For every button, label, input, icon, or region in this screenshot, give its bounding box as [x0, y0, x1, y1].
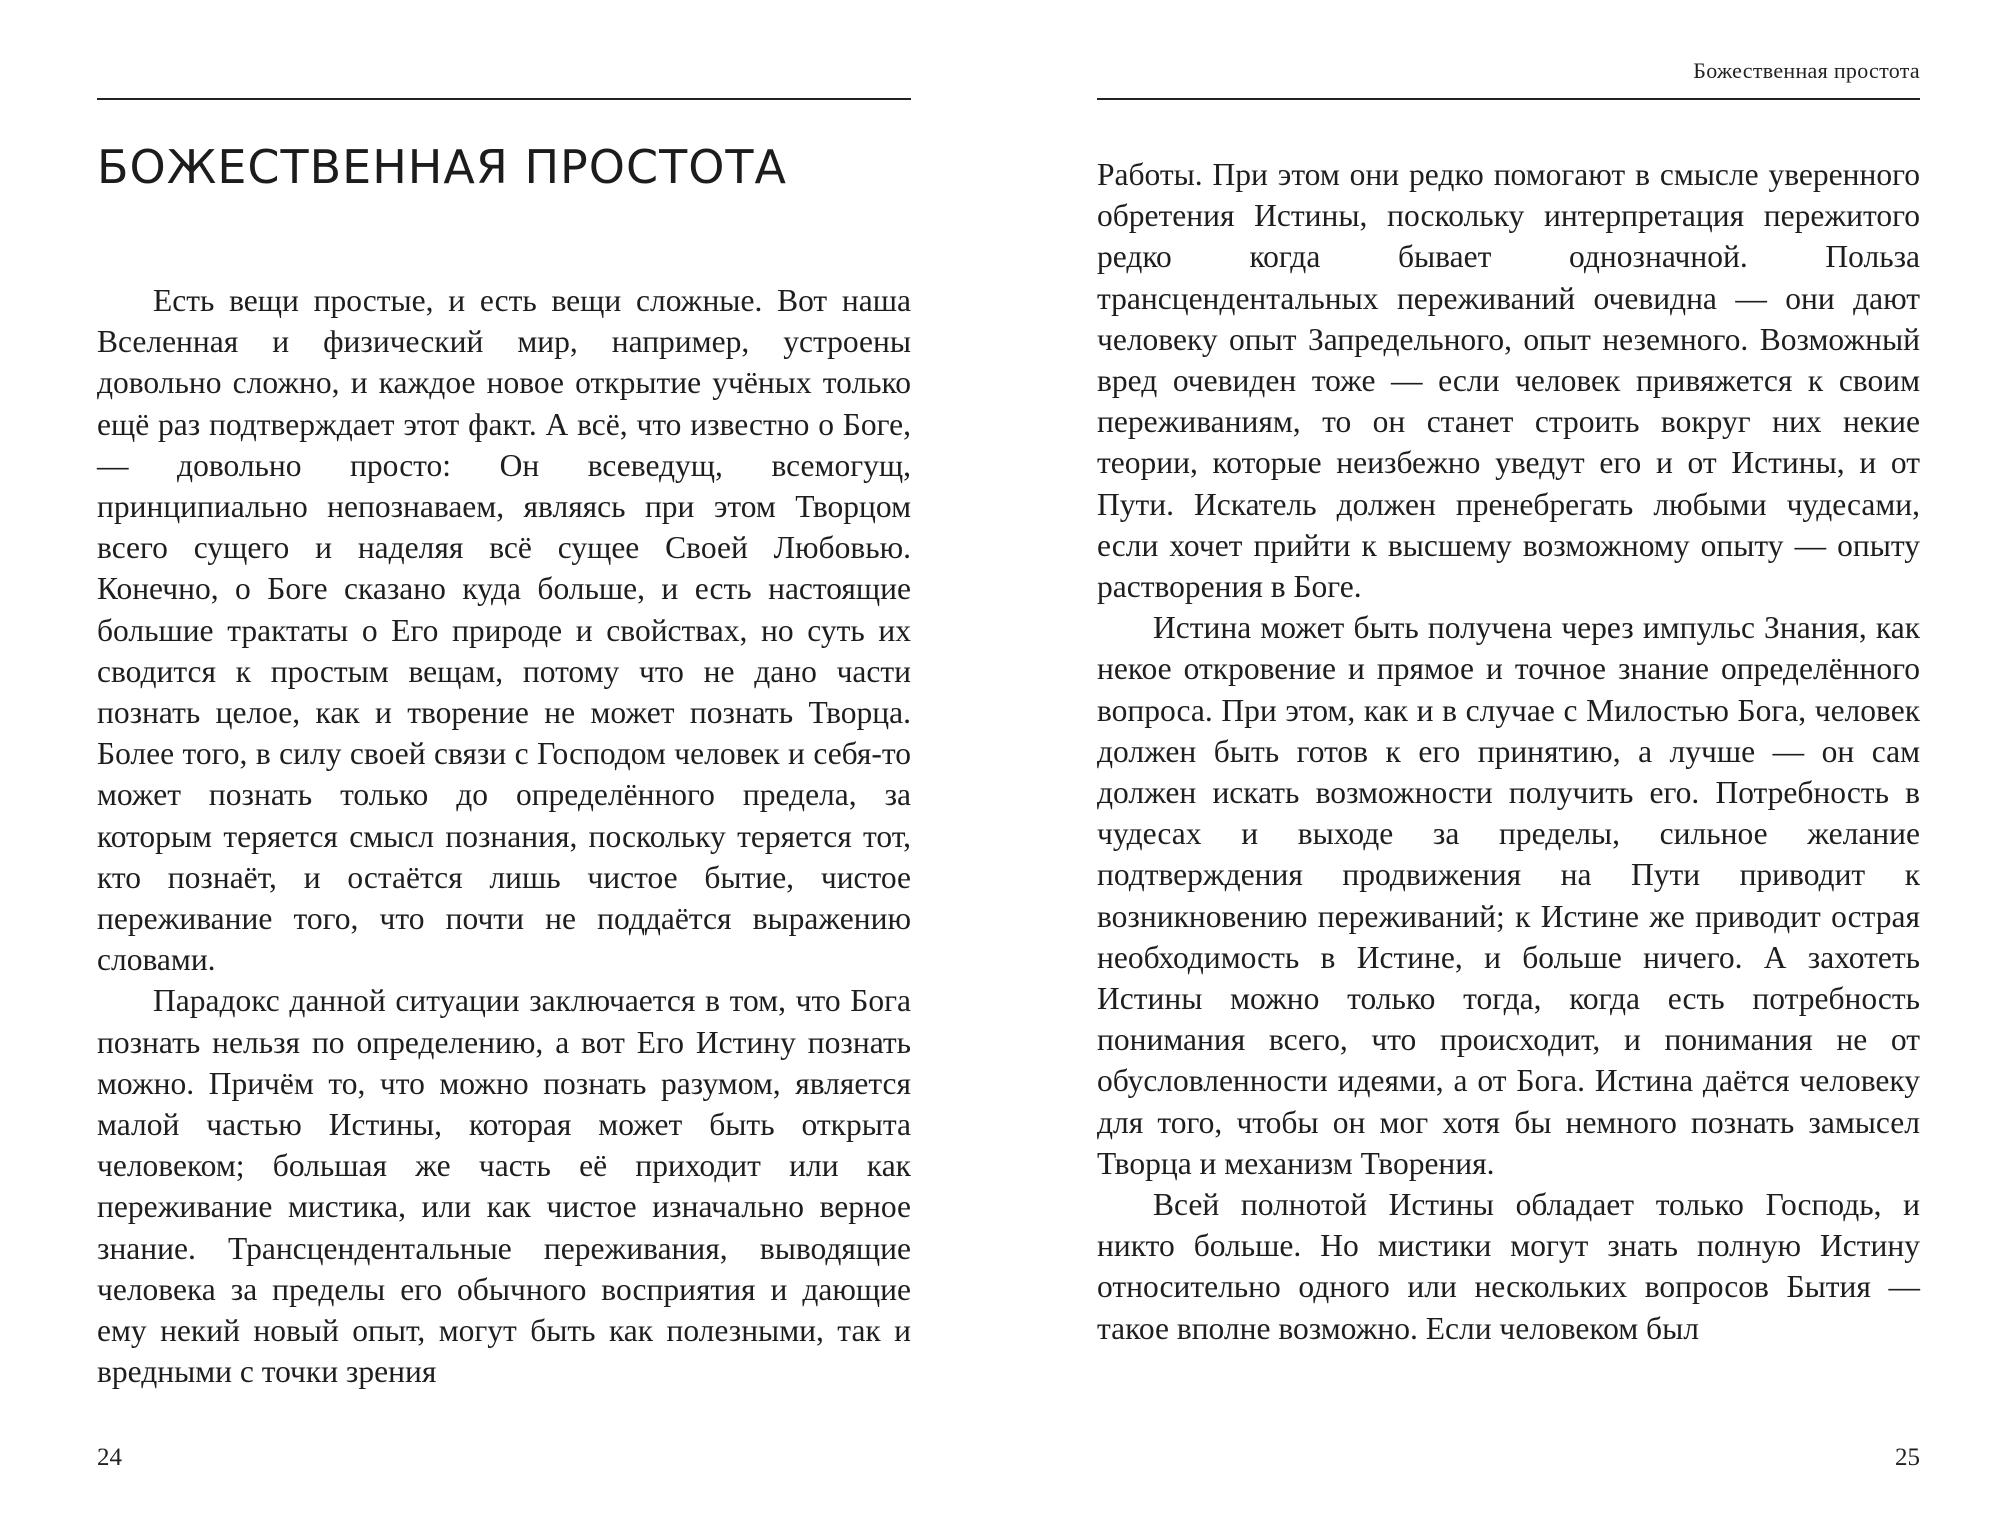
- chapter-title: БОЖЕСТВЕННАЯ ПРОСТОТА: [97, 140, 787, 194]
- header-rule: [97, 98, 911, 100]
- paragraph: Парадокс данной ситуации заключается в том, что Бога познать нельзя по определению, а вот Его Истину познать можно. Причём то, что можно познать разумом, является малой частью Истины, которая может быть открыта человеком; большая же часть её приходит или как переживание мистика, или как чистое изначально верное знание. Трансцендентальные переживания, выводящие человека за пределы его обычного восприятия и дающие ему некий новый опыт, могут быть как полезными, так и вредными с точки зрения: [97, 983, 911, 1390]
- header-rule: [1097, 98, 1920, 100]
- paragraph: Есть вещи простые, и есть вещи сложные. Вот наша Вселенная и физический мир, например, устроены довольно сложно, и каждое новое открытие учёных только ещё раз подтверждает этот факт. А всё, что известно о Боге, — довольно просто: Он всеведущ, всемогущ, принципиально непознаваем, являясь при этом Творцом всего сущего и наделяя всё сущее Своей Любовью. Конечно, о Боге сказано куда больше, и есть настоящие большие трактаты о Его природе и свойствах, но суть их сводится к простым вещам, потому что не дано части познать целое, как и творение не может познать Творца. Более того, в силу своей связи с Господом человек и себя-то может познать только до определённого предела, за которым теряется смысл познания, поскольку теряется тот, кто познаёт, и остаётся лишь чистое бытие, чистое переживание того, что почти не поддаётся выражению словами.: [97, 283, 911, 978]
- running-head: Божественная простота: [1693, 58, 1920, 83]
- body-text: [1097, 154, 1920, 1349]
- paragraph: Всей полнотой Истины обладает только Господь, и никто больше. Но мистики могут знать полную Истину относительно одного или нескольких вопросов Бытия — такое вполне возможно. Если человеком был: [1097, 1187, 1920, 1346]
- body-text: [97, 280, 911, 1392]
- page-number: 24: [97, 1444, 122, 1471]
- left-page: [97, 0, 911, 1525]
- right-page: [1097, 0, 1920, 1525]
- paragraph: Работы. При этом они редко помогают в смысле уверенного обретения Истины, поскольку интерпретация пережитого редко когда бывает однозначной. Польза трансцендентальных переживаний очевидна — они дают человеку опыт Запредельного, опыт неземного. Возможный вред очевиден тоже — если человек привяжется к своим переживаниям, то он станет строить вокруг них некие теории, которые неизбежно уведут его и от Истины, и от Пути. Искатель должен пренебрегать любыми чудесами, если хочет прийти к высшему возможному опыту — опыту растворения в Боге.: [1097, 157, 1920, 605]
- page-number: 25: [1895, 1444, 1920, 1471]
- paragraph: Истина может быть получена через импульс Знания, как некое откровение и прямое и точное знание определённого вопроса. При этом, как и в случае с Милостью Бога, человек должен быть готов к его принятию, а лучше — он сам должен искать возможности получить его. Потребность в чудесах и выходе за пределы, сильное желание подтверждения продвижения на Пути приводит к возникновению переживаний; к Истине же приводит острая необходимость в Истине, и больше ничего. А захотеть Истины можно только тогда, когда есть потребность понимания всего, что происходит, и понимания не от обусловленности идеями, а от Бога. Истина даётся человеку для того, чтобы он мог хотя бы немного познать замысел Творца и механизм Творения.: [1097, 610, 1920, 1181]
